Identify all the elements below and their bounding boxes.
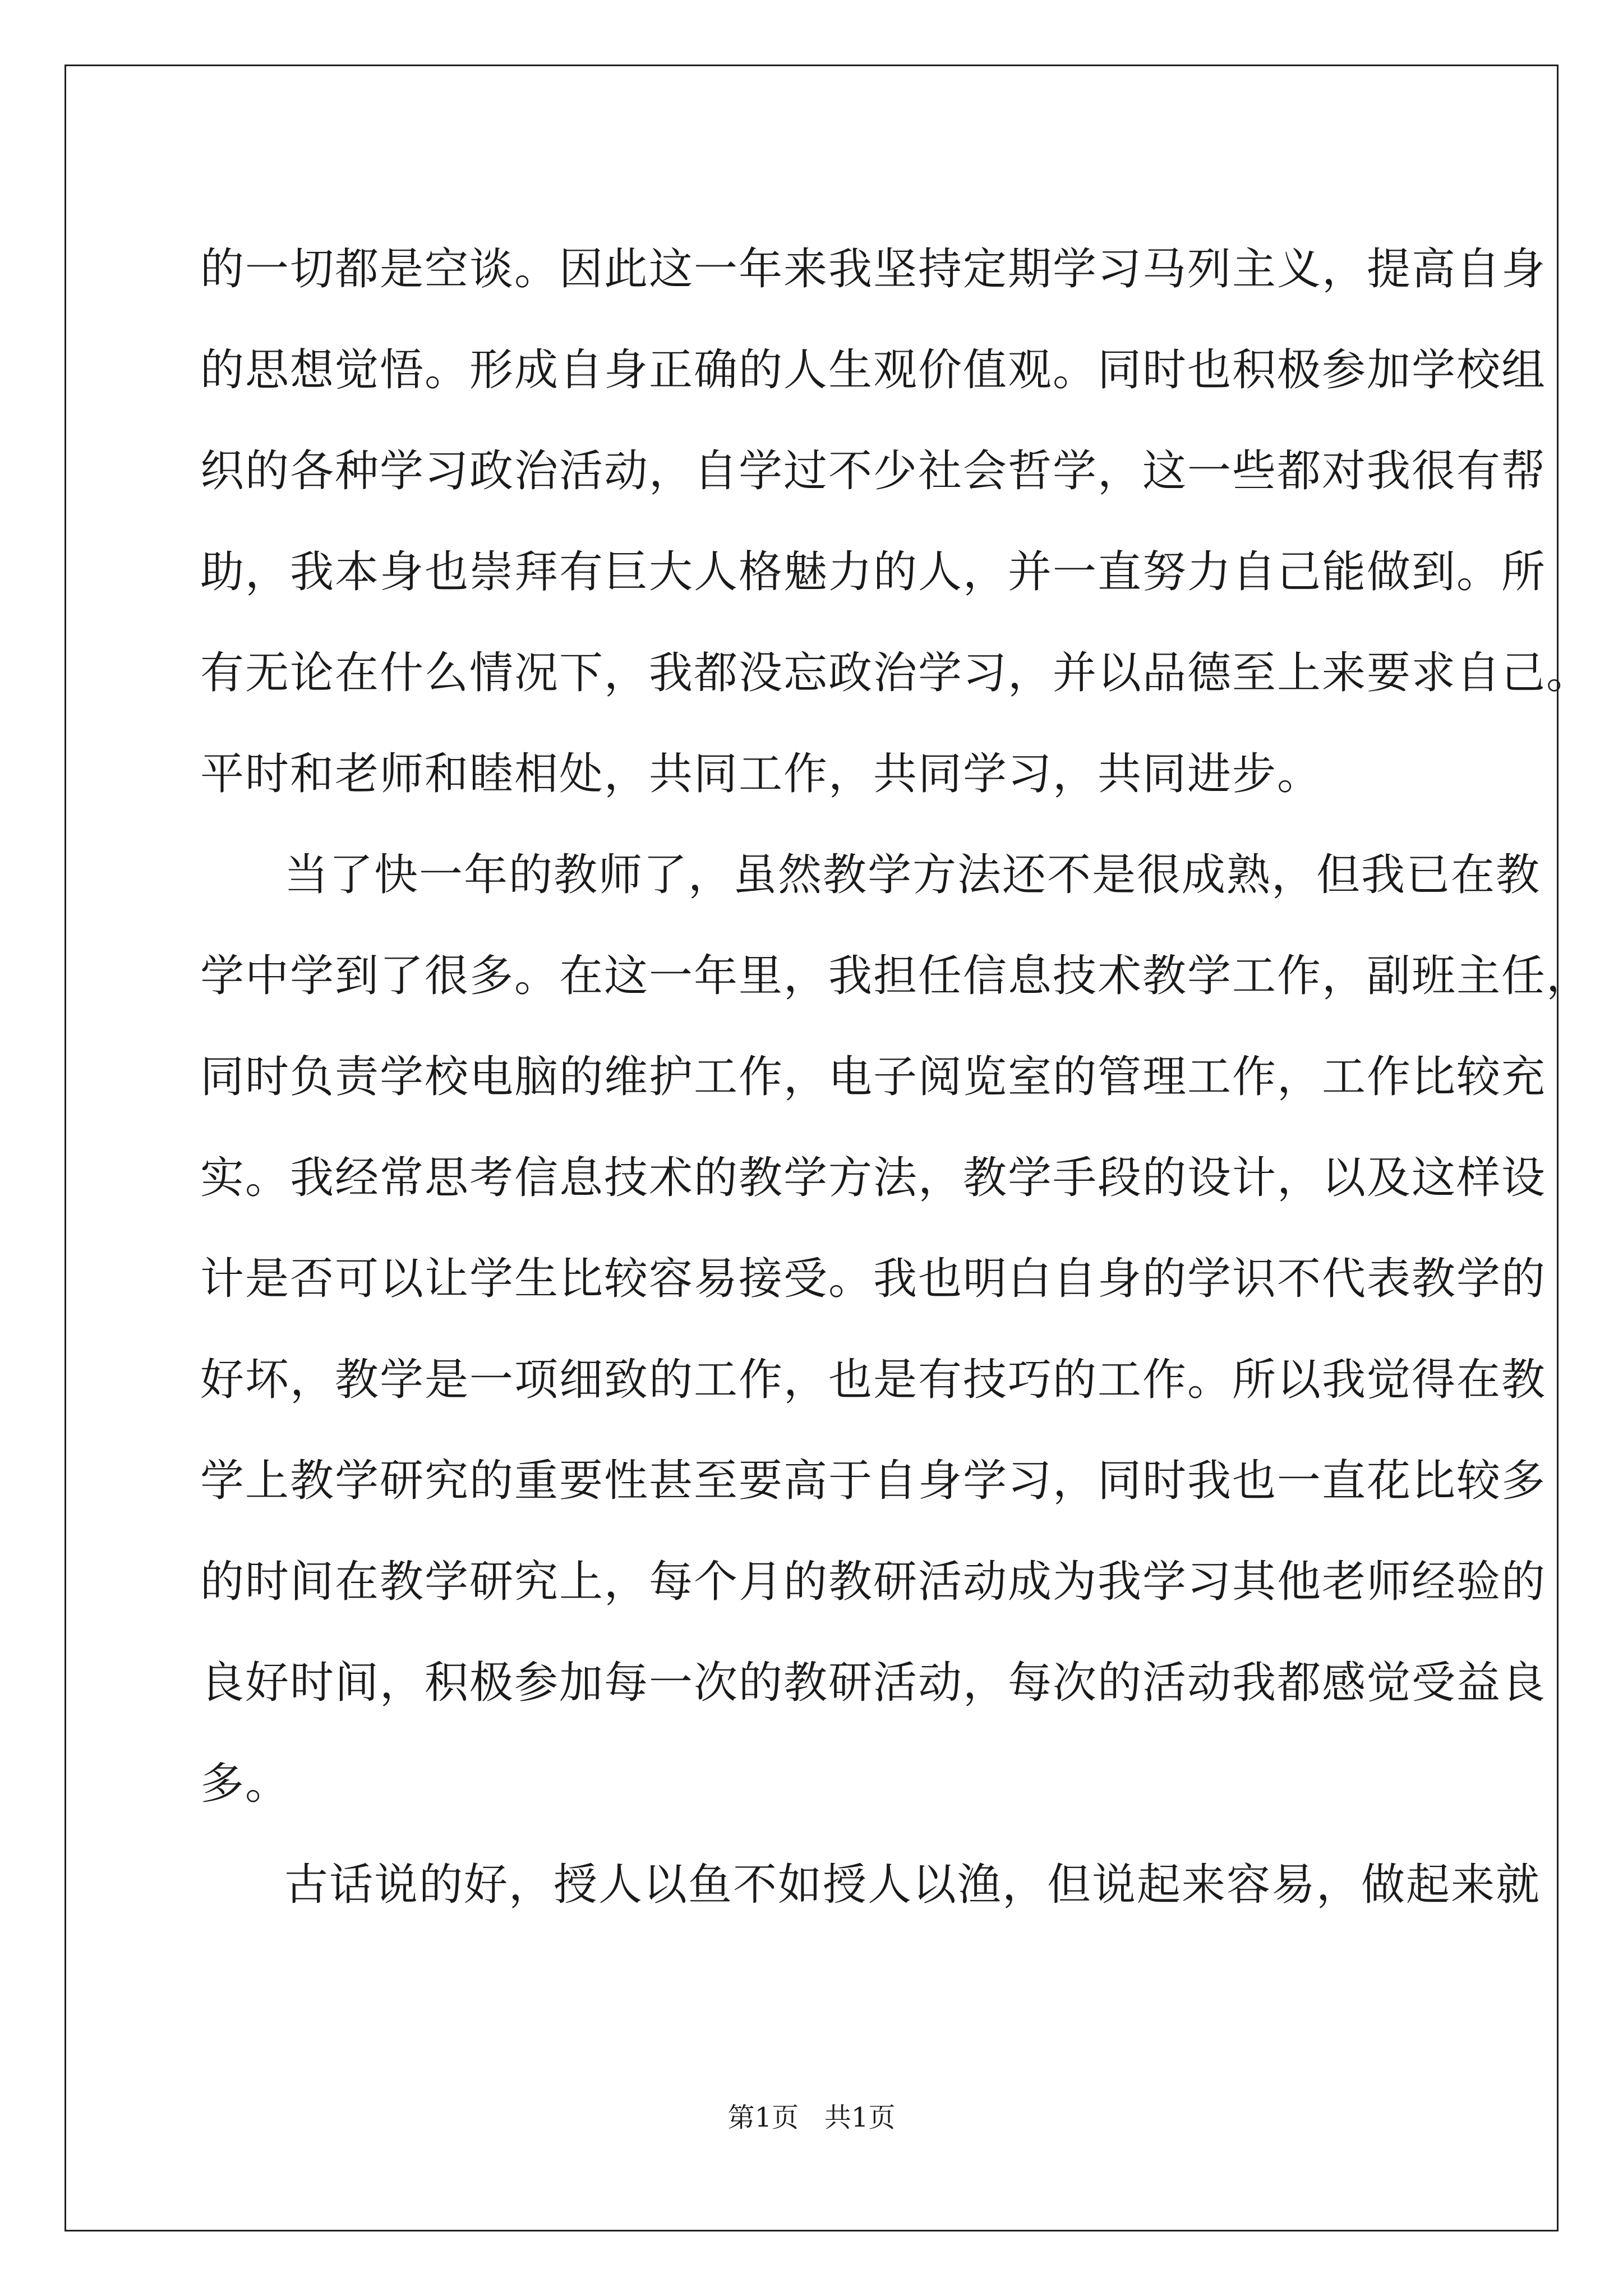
paragraph-start-line: 古话说的好，授人以鱼不如授人以渔，但说起来容易，做起来就 — [284, 1860, 1541, 1910]
text-line: 学上教学研究的重要性甚至要高于自身学习，同时我也一直花比较多 — [200, 1456, 1547, 1506]
text-line: 实。我经常思考信息技术的教学方法，教学手段的设计，以及这样设 — [200, 1153, 1547, 1203]
paragraph-start-line: 当了快一年的教师了，虽然教学方法还不是很成熟，但我已在教 — [284, 850, 1541, 900]
text-line: 织的各种学习政治活动，自学过不少社会哲学，这一些都对我很有帮 — [200, 446, 1547, 496]
page-number-footer: 第1页 共1页 — [727, 2102, 896, 2133]
text-line: 好坏，教学是一项细致的工作，也是有技巧的工作。所以我觉得在教 — [200, 1355, 1547, 1405]
text-line: 计是否可以让学生比较容易接受。我也明白自身的学识不代表教学的 — [200, 1254, 1547, 1304]
text-line: 同时负责学校电脑的维护工作，电子阅览室的管理工作，工作比较充 — [200, 1052, 1547, 1102]
text-line: 的一切都是空谈。因此这一年来我坚持定期学习马列主义，提高自身 — [200, 244, 1547, 295]
text-line: 的时间在教学研究上，每个月的教研活动成为我学习其他老师经验的 — [200, 1557, 1547, 1607]
text-line: 学中学到了很多。在这一年里，我担任信息技术教学工作，副班主任， — [200, 951, 1592, 1001]
text-line: 的思想觉悟。形成自身正确的人生观价值观。同时也积极参加学校组 — [200, 345, 1547, 395]
text-line: 多。 — [200, 1759, 291, 1809]
document-body — [200, 219, 1592, 1935]
text-line: 良好时间，积极参加每一次的教研活动，每次的活动我都感觉受益良 — [200, 1658, 1547, 1708]
text-line: 助，我本身也崇拜有巨大人格魅力的人，并一直努力自己能做到。所 — [200, 547, 1547, 597]
text-line: 平时和老师和睦相处，共同工作，共同学习，共同进步。 — [200, 749, 1322, 799]
text-line: 有无论在什么情况下，我都没忘政治学习，并以品德至上来要求自己。 — [200, 648, 1592, 698]
